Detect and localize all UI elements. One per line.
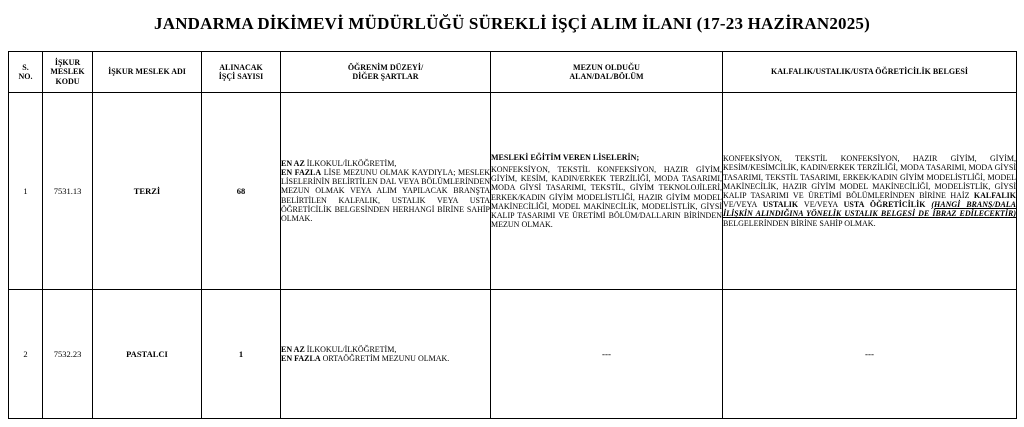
hire-count: 68 — [202, 93, 281, 290]
education-requirements: EN AZ İLKOKUL/İLKÖĞRETİM, EN FAZLA ORTAÖĞRETİM MEZUNU OLMAK. — [281, 290, 491, 419]
job-listing-table — [8, 51, 1017, 419]
education-requirements: EN AZ İLKOKUL/İLKÖĞRETİM, EN FAZLA LİSE MEZUNU OLMAK KAYDIYLA; MESLEK LİSELERİNİN BELİRTİLEN DAL VEYA BÖLÜMLERİNDEN MEZUN OLMAK VEYA ALIM YAPILACAK BRANŞTA BELİRTİLEN KALFALIK, USTALIK VEYA USTA ÖĞRETİCİLİK BELGESİNDEN HERHANGİ BİRİNE SAHİP OLMAK. — [281, 93, 491, 290]
header-certificate: KALFALIK/USTALIK/USTA ÖĞRETİCİLİK BELGESİ — [723, 52, 1017, 93]
certificate-requirements: KONFEKSİYON, TEKSTİL KONFEKSİYON, HAZIR GİYİM, GİYİM, KESİM/KESİMCİLİK, KADIN/ERKEK TERZİLİĞİ, MODA TASARIMI, MODA GİYSİ TASARIMI, TEKSTİL TASARIMI, ERKEK/KADIN GİYİM MODELİSTLİĞİ, MODEL MAKİNECİLİK, HAZIR GİYİM MODEL MAKİNECİLİĞİ, MODELİSTLİK, GİYSİ KALIP TASARIMI VE ÜRETİMİ BÖLÜMLERİNDEN BİRİNE HAİZ KALFALIK VE/VEYA USTALIK VE/VEYA USTA ÖĞRETİCİLİK (HANGİ BRANŞ/DALA İLİŞKİN ALINDIĞINA YÖNELİK USTALIK BELGESİ DE İBRAZ EDİLECEKTİR) BELGELERİNDEN BİRİNE SAHİP OLMAK. — [723, 93, 1017, 290]
graduation-fields: MESLEKİ EĞİTİM VEREN LİSELERİN; KONFEKSİYON, TEKSTİL KONFEKSİYON, HAZIR GİYİM, GİYİM, KESİM, KADIN/ERKEK TERZİLİĞİ, MODA TASARIMI, MODA GİYSİ TASARIMI, TEKSTİL, GİYİM TEKNOLOJİLERİ, ERKEK/KADIN GİYİM MODELİSTLİĞİ, HAZIR GİYİM MODEL MAKİNECİLİĞİ, MODEL MAKİNECİLİK, MODELİSTLİK, GİYSİ KALIP TASARIMI VE ÜRETİMİ BÖLÜM/DALLARIN BİRİNDEN MEZUN OLMAK. — [491, 93, 723, 290]
certificate-requirements: --- — [723, 290, 1017, 419]
hire-count: 1 — [202, 290, 281, 419]
header-row — [9, 52, 1017, 93]
header-sno: S. NO. — [9, 52, 43, 93]
row-number: 2 — [9, 290, 43, 419]
job-name: PASTALCI — [93, 290, 202, 419]
table-row — [9, 93, 1017, 290]
header-code: İŞKUR MESLEK KODU — [43, 52, 93, 93]
job-code: 7532.23 — [43, 290, 93, 419]
header-graduation: MEZUN OLDUĞU ALAN/DAL/BÖLÜM — [491, 52, 723, 93]
graduation-fields: --- — [491, 290, 723, 419]
header-name: İŞKUR MESLEK ADI — [93, 52, 202, 93]
table-row — [9, 290, 1017, 419]
header-count: ALINACAK İŞÇİ SAYISI — [202, 52, 281, 93]
header-education: ÖĞRENİM DÜZEYİ/ DİĞER ŞARTLAR — [281, 52, 491, 93]
job-name: TERZİ — [93, 93, 202, 290]
page-title: JANDARMA DİKİMEVİ MÜDÜRLÜĞÜ SÜREKLİ İŞÇİ ALIM İLANI (17-23 HAZİRAN2025) — [154, 14, 870, 33]
row-number: 1 — [9, 93, 43, 290]
job-code: 7531.13 — [43, 93, 93, 290]
